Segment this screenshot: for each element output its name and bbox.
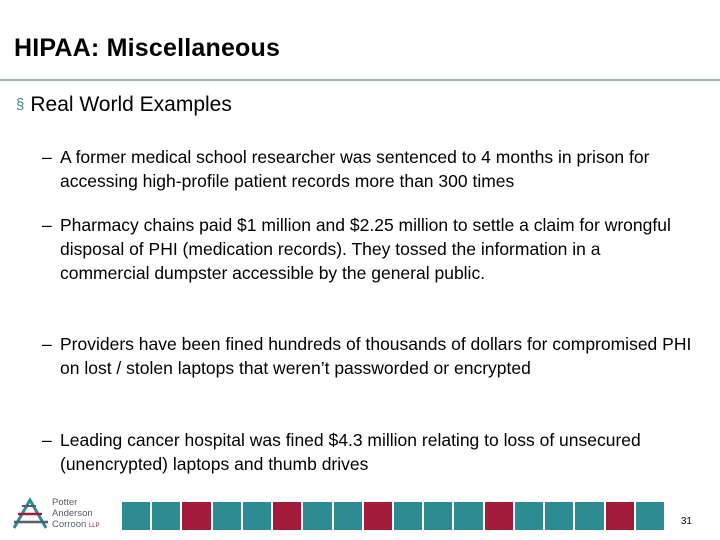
slide-title: HIPAA: Miscellaneous bbox=[14, 34, 281, 62]
heading-text: Real World Examples bbox=[30, 93, 232, 116]
footer-segment bbox=[545, 502, 573, 530]
list-item bbox=[42, 145, 692, 193]
footer-segment bbox=[122, 502, 150, 530]
footer-segment bbox=[213, 502, 241, 530]
logo-line bbox=[52, 519, 100, 532]
footer-segment bbox=[575, 502, 603, 530]
logo-wordmark bbox=[52, 497, 100, 532]
footer-segment bbox=[424, 502, 452, 530]
footer-segment bbox=[243, 502, 271, 530]
footer-segment bbox=[273, 502, 301, 530]
list-item-text: Providers have been fined hundreds of thousands of dollars for compromised PHI on lost / stolen laptops that weren’t passworded or encrypted bbox=[60, 334, 692, 378]
dash-marker: – bbox=[42, 430, 52, 450]
title-divider bbox=[0, 79, 720, 81]
footer-segment bbox=[152, 502, 180, 530]
footer-segment bbox=[454, 502, 482, 530]
footer-segment bbox=[182, 502, 210, 530]
list-item bbox=[42, 213, 692, 285]
dash-marker: – bbox=[42, 334, 52, 354]
logo-line-name: Corroon bbox=[52, 519, 87, 530]
logo-line: Anderson bbox=[52, 508, 93, 519]
footer-segment bbox=[394, 502, 422, 530]
logo-line: Potter bbox=[52, 497, 78, 508]
dash-marker: – bbox=[42, 215, 52, 235]
logo-mark-icon bbox=[12, 496, 50, 532]
logo-suffix: LLP bbox=[88, 523, 100, 529]
heading-bullet bbox=[16, 92, 232, 120]
footer-segment bbox=[606, 502, 634, 530]
list-item-text: Leading cancer hospital was fined $4.3 million relating to loss of unsecured (unencrypted) laptops and thumb drives bbox=[60, 430, 641, 474]
footer-segment bbox=[485, 502, 513, 530]
footer-segment bbox=[364, 502, 392, 530]
company-logo bbox=[12, 496, 120, 532]
footer-segment bbox=[515, 502, 543, 530]
footer-color-bar bbox=[122, 502, 697, 530]
footer-segment bbox=[334, 502, 362, 530]
footer-segment bbox=[636, 502, 664, 530]
list-item-text: A former medical school researcher was sentenced to 4 months in prison for accessing high-profile patient records more than 300 times bbox=[60, 147, 650, 191]
page-number: 31 bbox=[680, 516, 692, 527]
dash-marker: – bbox=[42, 147, 52, 167]
list-item-text: Pharmacy chains paid $1 million and $2.25 million to settle a claim for wrongful disposal of PHI (medication records). They tossed the information in a commercial dumpster accessible by the general public. bbox=[60, 215, 671, 283]
list-item bbox=[42, 428, 692, 476]
list-item bbox=[42, 332, 692, 380]
footer-segment bbox=[303, 502, 331, 530]
square-bullet-icon: § bbox=[16, 96, 25, 113]
